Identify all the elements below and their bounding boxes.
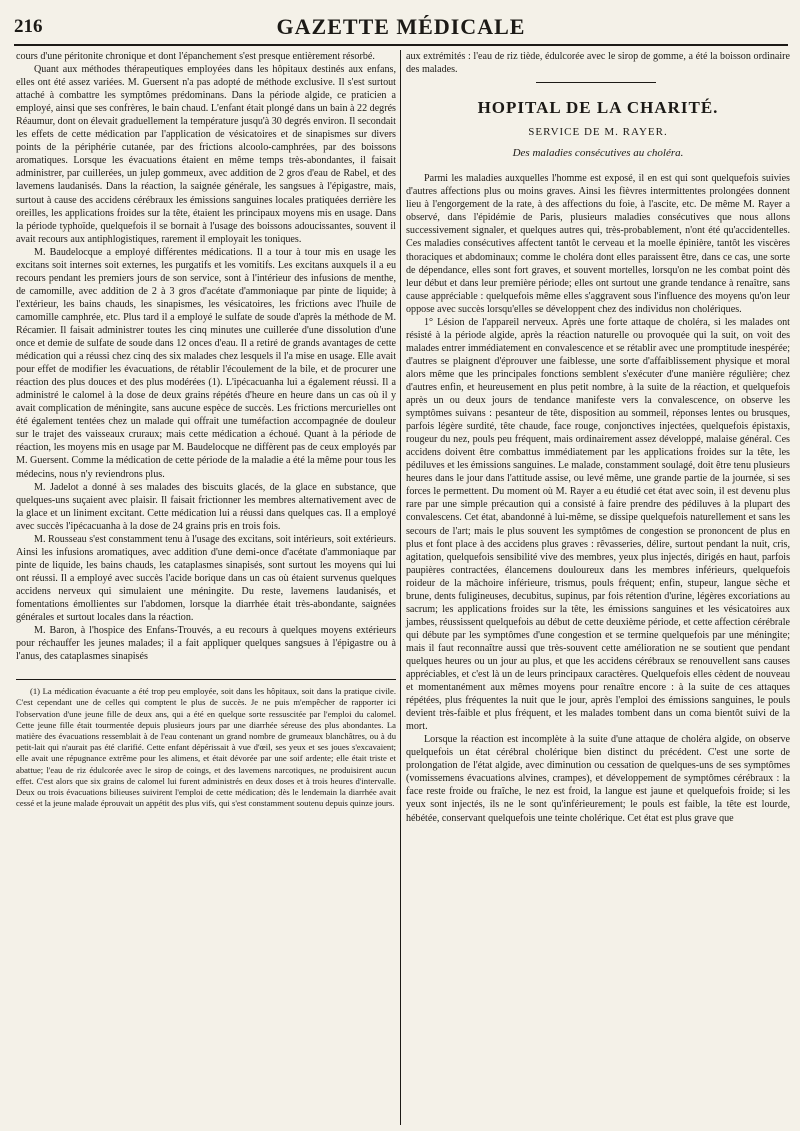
footnote-rule bbox=[16, 679, 396, 680]
paragraph: Lorsque la réaction est incomplète à la suite d'une attaque de choléra algide, on observe quelquefois un état cérébral cholérique bien distinct du précédent. C'est une sorte de prolongation de l'état algide, avec diminution ou cessation de quelques-uns de ses symptômes (vomissemens évacuations alvines, crampes), et développement de symptômes cérébraux : la face reste froide ou fraîche, le nez est froid, la langue est jaune et quelquefois froide; si les yeux sont injectés, ils ne le sont qu'inférieurement; le pouls est faible, la tête est lourde, hébétée, conservant quelquefois une teinte cholérique. Cet état est plus grave que bbox=[406, 734, 790, 824]
right-column bbox=[406, 50, 790, 825]
page-header bbox=[14, 16, 788, 42]
paragraph: aux extrémités : l'eau de riz tiède, édulcorée avec le sirop de gomme, a été la boisson ordinaire des malades. bbox=[406, 51, 790, 76]
header-rule bbox=[14, 44, 788, 46]
article-title: Des maladies consécutives au choléra. bbox=[512, 147, 684, 160]
journal-title: GAZETTE MÉDICALE bbox=[276, 14, 526, 39]
paragraph: M. Baudelocque a employé différentes médications. Il a tour à tour mis en usage les excitans soit internes soit externes, les purgatifs et les vomitifs. Les excitans auxquels il a eu recours pendant les premiers jours de son service, sont à l'intérieur des infusions de menthe, de camomille, avec addition de 2 à 3 gros d'acétate d'ammoniaque par pinte de liquide; à l'extérieur, les bains chauds, les sinapismes, les vésicatoires, les frictions avec l'huile de camomille camphrée, etc. Plus tard il a employé le sulfate de soude d'après la méthode de M. Récamier. Il faisait administrer toutes les cinq minutes une cuillerée d'une dissolution d'une once et demie de sulfate de soude dans 12 onces d'eau. Il a retiré de grands avantages de cette médication qui a réussi chez cinq des six malades chez lesquels il l'a mise en usage. Elle avait pour effet de modifier les évacuations, de rétablir l'écoulement de la bile, et de procurer une réaction des plus douces et des plus modérées (1). L'ipécacuanha lui a également réussi. Il a administré le calomel à la dose de deux grains répétés d'heure en heure dans un cas où il y avait complication de méningite, sans aucune espèce de succès. Les frictions mercurielles ont été également tentées chez un malade qui offrait une tuméfaction accompagnée de douleur sur le trajet des vaisseaux cruraux; mais cette médication a échoué. Quant à la période de réaction, les moyens mis en usage par M. Baudelocque ne diffèrent pas de ceux employés par M. Guersent. Comme la médication de cette période de la maladie a été la même pour tous les médecins, nous n'y reviendrons plus. bbox=[16, 246, 396, 480]
footnote-text: (1) La médication évacuante a été trop peu employée, soit dans les hôpitaux, soit dans la pratique civile. C'est cependant une de celles qui comptent le plus de succès. Je ne puis m'empêcher de rapporter ici l'observation d'une jeune fille de deux ans, qui a été en quelque sorte ressuscitée par l'emploi du calomel. Cette jeune fille était tourmentée depuis plusieurs jours par une diarrhée séreuse des plus abondantes. La matière des évacuations ressemblait à de l'eau contenant un grand nombre de grumeaux blanchâtres, ou à du petit-lait qui n'aurait pas été clarifié. Cette enfant dépérissait à vue d'œil, ses yeux et ses joues s'excavaient; elle avait une répugnance extrême pour les alimens, et était dévorée par une soif ardente; elle était triste et abattue; l'eau de riz édulcorée avec le sirop de coings, et des lavemens narcotiques, ne produisirent aucun effet. C'est alors que six grains de calomel lui furent administrés en deux doses et à trois heures d'intervalle. Deux ou trois évacuations bilieuses suivirent l'emploi de cette médication; dès le lendemain la diarrhée avait cessé et la jeune malade éprouvait un appétit des plus vifs, qui s'est constamment soutenu depuis quinze jours. bbox=[16, 686, 396, 809]
paragraph: cours d'une péritonite chronique et dont l'épanchement s'est presque entièrement résorbé. bbox=[16, 51, 375, 62]
paragraph: 1° Lésion de l'appareil nerveux. Après une forte attaque de choléra, si les malades ont résisté à la période algide, après la réaction naturelle ou provoquée qui la suit, on voit des malades entrer immédiatement en convalescence et se rétablir avec une promptitude inespérée; d'autres se plaignent d'éprouver une faiblesse, une sorte d'affaiblissement physique et moral alors même que les principales fonctions semblent s'exécuter d'une manière régulière; chez d'autres enfin, et heureusement en plus petit nombre, à la suite de la réaction, et quelquefois après un ou deux jours de tendance manifeste vers la convalescence, on observe les symptômes suivans : pesanteur de tête, disposition au sommeil, réponses lentes ou brusques, parfois légère surdité, tête chaude, face rouge, conjonctives injectées, quelquefois épistaxis, rougeur du nez, pouls peu fréquent, mais ordinairement assez développé, malaise général. Ces accidens doivent être combattus immédiatement par les applications froides sur la tête, les pédiluves et les émissions sanguines. Le malade, constamment soulagé, doit être tenu plusieurs heures dans le jour dans l'attitude assise, ou levé même, une grande partie de la journée, si ses forces le permettent. Du moment où M. Rayer a eu étudié cet état avec soin, il est devenu plus rare par une simple précaution qui a consisté à faire prendre des pédiluves à la plupart des convalescens. Cet état, abandonné à lui-même, se dissipe quelquefois naturellement et sans les secours de l'art; mais le plus souvent les symptômes de congestion se prononcent de plus en plus et font place à des accidens plus graves : rêvasseries, délire, surtout pendant la nuit, cris, agitation, quelquefois sensibilité vive des membres, yeux plus injectés, dirigés en haut, parfois paupières contractées, élancemens douloureux dans les membres inférieurs, quelquefois roideur de la mâchoire inférieure, trismus, pouls fréquent; enfin, stupeur, langue sèche et brune, dents fuligineuses, decubitus, supinus, par fois rétention d'urine, légères excoriations au sacrum; les applications froides sur la tête, les émissions sanguines et les vésicatoires aux jambes, réussissent quelquefois au début de cette deuxième période, et cette affection cérébrale qui débute par les symptômes d'une congestion et se termine quelquefois par une méningite; mais il faut reconnaître aussi que très-souvent cette amélioration ne se soutient que pendant quelques heures ou un jour au plus, et que les accidens cérébraux se renouvellent sans causes appréciables, et c'est là un de leurs principaux caractères. Quelquefois elles cèdent de nouveau et momentanément aux mêmes moyens pour renaître encore : à la suite de ces attaques répétées, plus fréquentes la nuit que le jour, après l'emploi des émissions sanguines, le pouls devient très-faible et plus fréquent, et les malades tombent dans un coma bientôt suivi de la mort. bbox=[406, 316, 790, 733]
left-column bbox=[16, 50, 396, 809]
page-number: 216 bbox=[14, 16, 43, 37]
footnote bbox=[16, 686, 396, 809]
section-separator bbox=[536, 82, 656, 83]
service-heading: SERVICE DE M. RAYER. bbox=[528, 126, 668, 139]
paragraph: M. Baron, à l'hospice des Enfans-Trouvés, a eu recours à quelques moyens extérieurs pour réchauffer les jeunes malades; il a fait appliquer quelques sangsues à l'épigastre ou à l'anus, des cataplasmes sinapisés bbox=[16, 625, 396, 663]
column-divider bbox=[400, 50, 401, 1125]
paragraph: Quant aux méthodes thérapeutiques employées dans les hôpitaux destinés aux enfans, elles ont été assez variées. M. Guersent n'a pas adopté de méthode exclusive. Il s'est surtout attaché à combattre les symptômes prédominans. Dans la période algide, ce praticien a employé, ainsi que ses confrères, le bain chaud. L'enfant était plongé dans un bain à 22 degrés Réaumur, dont on élevait graduellement la température jusqu'à 30 degrés environ. Il secondait les effets de cette médication par l'application de vésicatoires et de sinapismes sur divers points de la périphérie cutanée, par des frictions alcoolo-camphrées, par des boissons aromatiques. Lorsque les évacuations étaient en même temps très-abondantes, il faisait administrer, par cuillerées, un julep gommeux, avec addition de 2 gros d'eau de Rabel, et des lavemens laudanisés. Dans la réaction, la saignée générale, les sangsues à l'épigastre, mais, surtout à cause des accidens cérébraux les émissions sanguines locales pratiquées derrière les oreilles, les applications froides sur la tête, étaient les principaux moyens mis en usage. Dans la période typhoïde, quelquefois il se bornait à l'usage des boissons adoucissantes, souvent il avait recours aux antiphlogistiques, rarement il employait les toniques. bbox=[16, 64, 396, 245]
section-heading: HOPITAL DE LA CHARITÉ. bbox=[477, 98, 719, 118]
paragraph: M. Rousseau s'est constamment tenu à l'usage des excitans, soit intérieurs, soit extérieurs. Ainsi les infusions aromatiques, avec addition d'une demi-once d'acétate d'ammoniaque par pinte de liquide, les bains chauds, les cataplasmes sinapisés, sont surtout les moyens qui lui ont réussi. Il a employé avec succès l'acide borique dans un cas où étaient survenus quelques accidens nerveux qui simulaient une méningite. Du reste, lavemens laudanisés, et fomentations émollientes sur l'abdomen, lorsque la diarrhée était très-abondante, saignées générales et surtout locales dans la réaction. bbox=[16, 533, 396, 624]
paragraph: M. Jadelot a donné à ses malades des biscuits glacés, de la glace en substance, que quelques-uns suçaient avec plaisir. Il faisait frictionner les membres alternativement avec de la glace et un liniment excitant. Cette médication lui a réussi dans quelques cas. Il a employé avec succès l'ipécacuanha à la dose de 24 grains pris en trois fois. bbox=[16, 481, 396, 532]
paragraph: Parmi les maladies auxquelles l'homme est exposé, il en est qui sont quelquefois suivies d'autres affections plus ou moins graves. Ainsi les fièvres intermittentes prolongées donnent lieu à l'engorgement de la rate, à des affections du foie, à l'ascite, etc. De même M. Rayer a observé, dans l'épidémie de Paris, plusieurs maladies consécutives que nous allons successivement signaler, et quelques autres qui, très-probablement, n'ont été qu'accidentelles. Ces maladies consécutives affectent tantôt le cerveau et la moelle épinière, tantôt les viscères thoraciques et abdominaux; comme le choléra dont elles paraissent être, dans ce cas, une sorte de dépendance, elles sont fort graves, et souvent mortelles, lorsqu'on ne les combat point dès leur début et dans leur première période; elles ont surtout une grande tendance à renaître, sans cause appréciable : quelquefois même elles s'aggravent sous l'influence des moyens qu'on leur oppose avec succès lorsqu'elles se développent chez des individus non cholériques. bbox=[406, 173, 790, 315]
